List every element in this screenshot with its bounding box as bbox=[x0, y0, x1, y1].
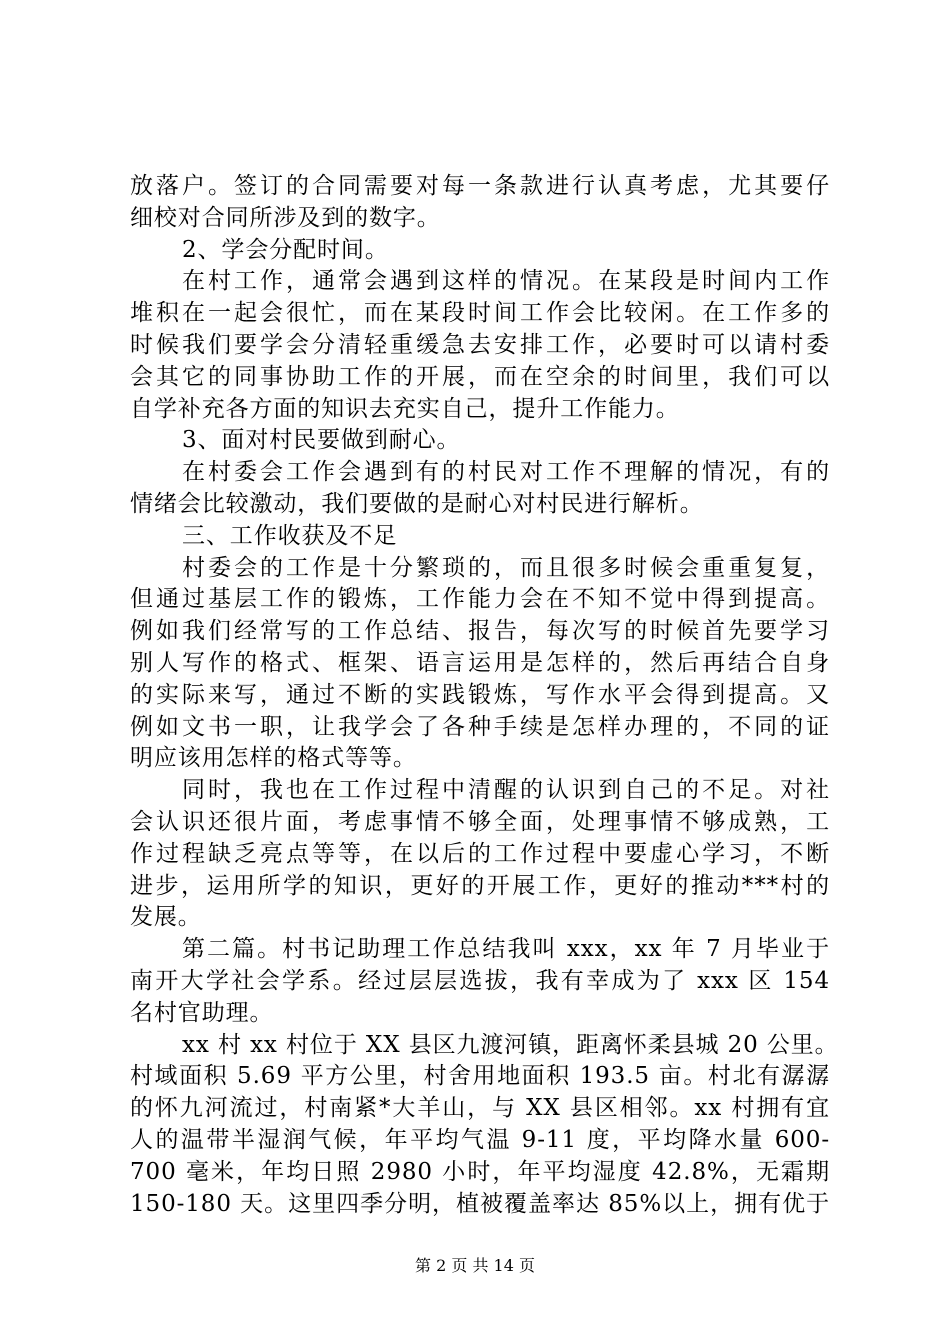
text-line: 的实际来写，通过不断的实践锻炼，写作水平会得到提高。又 bbox=[130, 681, 830, 708]
text-line: 的怀九河流过，村南紧*大羊山，与 XX 县区相邻。xx 村拥有宜 bbox=[130, 1095, 830, 1122]
text-line: 例如文书一职，让我学会了各种手续是怎样办理的，不同的证 bbox=[130, 713, 830, 740]
text-line: 情绪会比较激动，我们要做的是耐心对村民进行解析。 bbox=[130, 490, 704, 517]
text-line: 村委会的工作是十分繁琐的，而且很多时候会重重复复， bbox=[182, 554, 830, 581]
text-line: 在村工作，通常会遇到这样的情况。在某段是时间内工作 bbox=[182, 268, 830, 295]
page-number-footer: 第 2 页 共 14 页 bbox=[415, 1256, 535, 1275]
text-line: 别人写作的格式、框架、语言运用是怎样的，然后再结合自身 bbox=[130, 649, 830, 676]
text-line: 例如我们经常写的工作总结、报告，每次写的时候首先要学习 bbox=[130, 618, 830, 645]
text-line: 细校对合同所涉及到的数字。 bbox=[130, 204, 441, 231]
section-heading: 三、工作收获及不足 bbox=[182, 522, 398, 549]
section-heading: 2、学会分配时间。 bbox=[182, 236, 389, 263]
text-line: 明应该用怎样的格式等等。 bbox=[130, 745, 417, 772]
text-line: 时候我们要学会分清轻重缓急去安排工作，必要时可以请村委 bbox=[130, 331, 830, 358]
text-line: 南开大学社会学系。经过层层选拔，我有幸成为了 xxx 区 154 bbox=[130, 967, 830, 994]
text-line: 会认识还很片面，考虑事情不够全面，处理事情不够成熟，工 bbox=[130, 808, 830, 835]
text-line: 放落户。签订的合同需要对每一条款进行认真考虑，尤其要仔 bbox=[130, 173, 830, 199]
text-line: 人的温带半湿润气候，年平均气温 9-11 度，平均降水量 600- bbox=[130, 1126, 830, 1153]
text-line: 作过程缺乏亮点等等，在以后的工作过程中要虚心学习，不断 bbox=[130, 840, 830, 867]
text-line: 第二篇。村书记助理工作总结我叫 xxx，xx 年 7 月毕业于 bbox=[182, 936, 830, 963]
text-line: 在村委会工作会遇到有的村民对工作不理解的情况，有的 bbox=[182, 459, 830, 486]
text-line: 同时，我也在工作过程中清醒的认识到自己的不足。对社 bbox=[182, 777, 830, 804]
text-line: 但通过基层工作的锻炼，工作能力会在不知不觉中得到提高。 bbox=[130, 586, 830, 613]
text-line: 名村官助理。 bbox=[130, 999, 274, 1026]
text-line: 150-180 天。这里四季分明，植被覆盖率达 85%以上，拥有优于 bbox=[130, 1190, 830, 1217]
text-line: 村域面积 5.69 平方公里，村舍用地面积 193.5 亩。村北有潺潺 bbox=[130, 1063, 830, 1090]
text-line: xx 村 xx 村位于 XX 县区九渡河镇，距离怀柔县城 20 公里。 bbox=[182, 1031, 839, 1058]
text-line: 会其它的同事协助工作的开展，而在空余的时间里，我们可以 bbox=[130, 363, 830, 390]
text-line: 进步，运用所学的知识，更好的开展工作，更好的推动***村的 bbox=[130, 872, 830, 899]
text-line: 自学补充各方面的知识去充实自己，提升工作能力。 bbox=[130, 395, 680, 422]
section-heading: 3、面对村民要做到耐心。 bbox=[182, 427, 461, 454]
text-line: 发展。 bbox=[130, 904, 202, 931]
body-text bbox=[130, 171, 839, 1220]
text-line: 700 毫米，年均日照 2980 小时，年平均湿度 42.8%，无霜期 bbox=[130, 1158, 830, 1185]
text-line: 堆积在一起会很忙，而在某段时间工作会比较闲。在工作多的 bbox=[130, 300, 830, 327]
